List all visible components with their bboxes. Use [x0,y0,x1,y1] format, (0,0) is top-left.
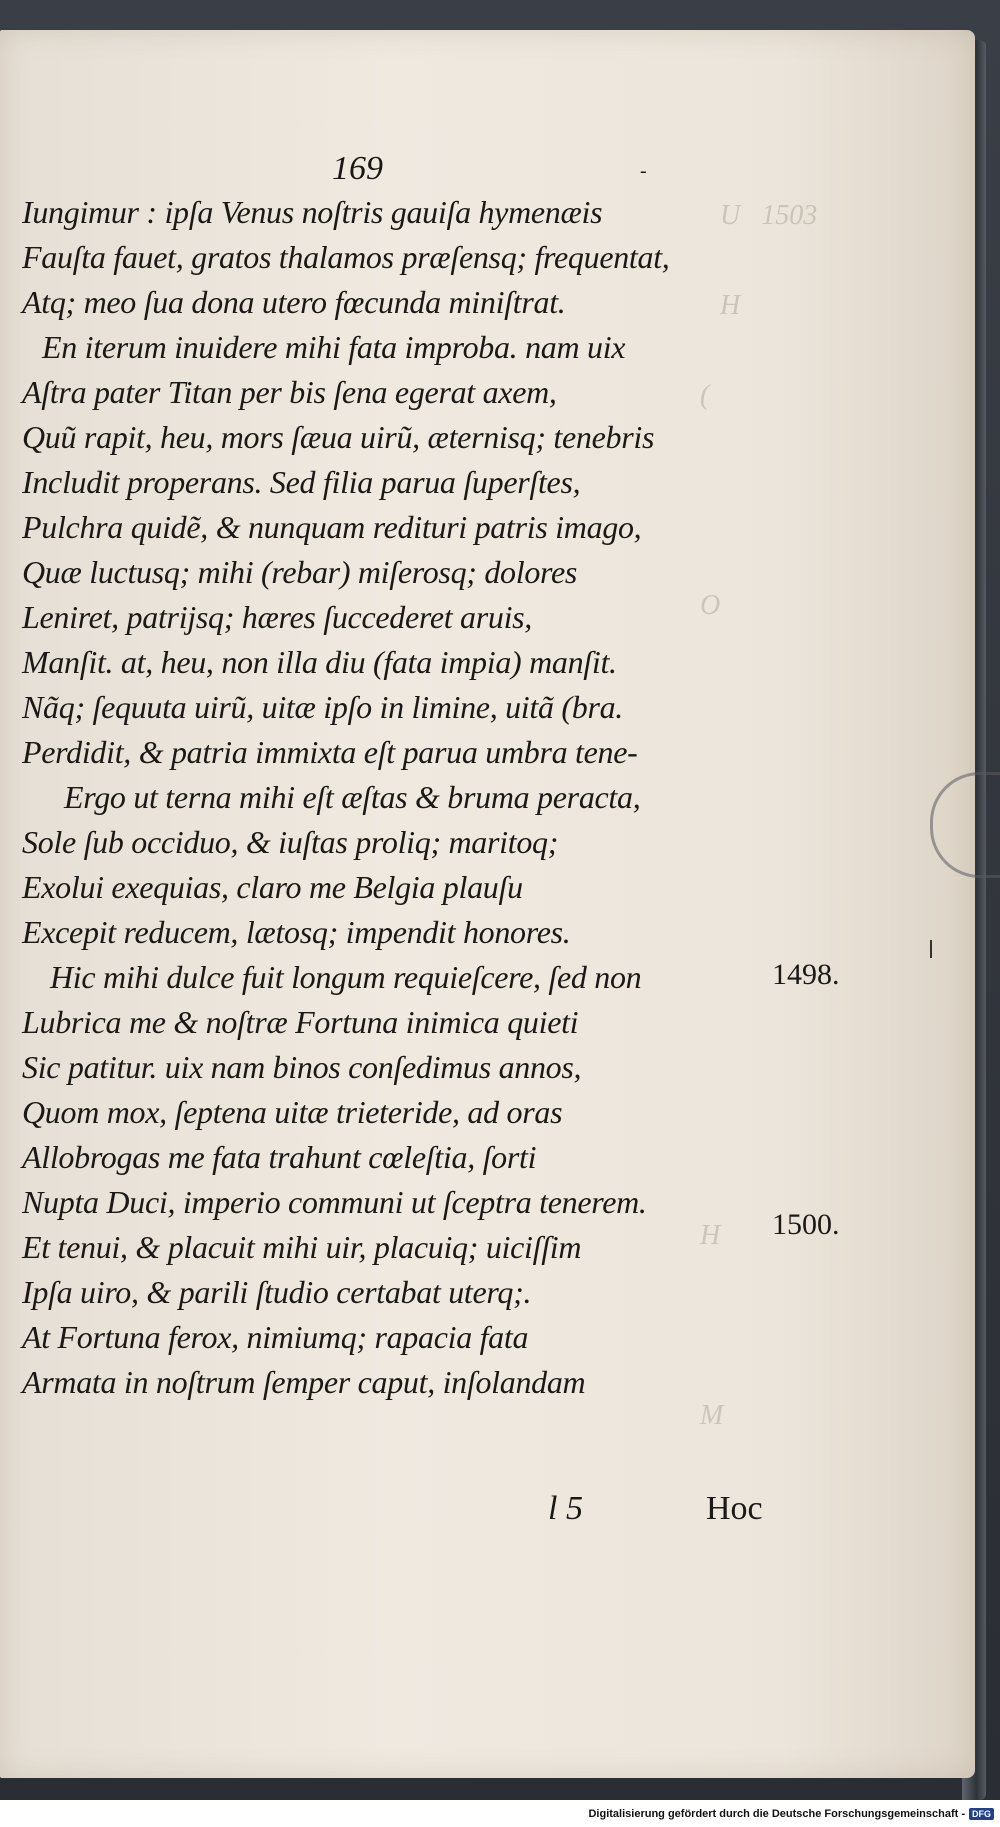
signature-mark: l 5 [548,1490,583,1527]
show-through: ( [700,380,710,411]
poem-text [22,190,762,1405]
verse-line: En iterum inuidere mihi fata improba. nam uix [42,329,626,365]
margin-tick [930,940,932,958]
verse-line: Leniret, patrijsq; hæres ſuccederet aruis, [22,599,533,635]
show-through: H [700,1220,721,1251]
verse-line: Perdidit, & patria immixta eſt parua umbra tene- [22,734,638,770]
show-through: M [700,1400,724,1431]
verse-line: Quũ rapit, heu, mors ſæua uirũ, æternisq; tenebris [22,419,655,455]
verse-line: Et tenui, & placuit mihi uir, placuiq; uiciſſim [22,1229,582,1265]
verse-line: At Fortuna ferox, nimiumq; rapacia fata [22,1319,529,1355]
verse-line: Ergo ut terna mihi eſt æſtas & bruma peracta, [64,779,641,815]
digitization-credit [588,1808,994,1820]
margin-year-note: 1500. [772,1208,840,1241]
verse-line: Atq; meo ſua dona utero fœcunda miniſtrat. [22,284,566,320]
verse-line: Manſit. at, heu, non illa diu (fata impia) manſit. [22,644,617,680]
verse-line: Sole ſub occiduo, & iuſtas proliq; maritoq; [22,824,559,860]
verse-line: Armata in noſtrum ſemper caput, inſolandam [22,1364,586,1400]
verse-line: Includit properans. Sed filia parua ſuperſtes, [22,464,581,500]
show-through: U 1503 [720,200,818,231]
verse-line: Fauſta fauet, gratos thalamos præſensq; frequentat, [22,239,670,275]
show-through: H [720,290,741,321]
verse-line: Ipſa uiro, & parili ſtudio certabat uterq;. [22,1274,532,1310]
verse-line: Exolui exequias, claro me Belgia plauſu [22,869,523,905]
verse-line: Quæ luctusq; mihi (rebar) miſerosq; dolores [22,554,578,590]
credit-text: Digitalisierung gefördert durch die Deutsche Forschungsgemeinschaft - [588,1808,965,1820]
dfg-logo-icon: DFG [969,1808,994,1820]
verse-line: Iungimur : ipſa Venus noſtris gauiſa hymenæis [22,194,603,230]
page-number: 169 [332,150,383,187]
verse-line: Sic patitur. uix nam binos conſedimus annos, [22,1049,582,1085]
verse-line: Lubrica me & noſtræ Fortuna inimica quieti [22,1004,579,1040]
verse-line: Hic mihi dulce fuit longum requieſcere, ſed non [50,959,642,995]
margin-year-note: 1498. [772,958,840,991]
catchword: Hoc [706,1490,763,1527]
verse-line: Pulchra quidẽ, & nunquam redituri patris imago, [22,509,642,545]
verse-line: Aſtra pater Titan per bis ſena egerat axem, [22,374,557,410]
verse-line: Allobrogas me fata trahunt cœleſtia, ſorti [22,1139,537,1175]
verse-line: Nupta Duci, imperio communi ut ſceptra tenerem. [22,1184,647,1220]
header-mark: - [640,160,647,182]
verse-line: Nãq; ſequuta uirũ, uitæ ipſo in limine, uitã (bra. [22,689,624,725]
verse-line: Excepit reducem, lætosq; impendit honores. [22,914,571,950]
show-through: O [700,590,721,621]
verse-line: Quom mox, ſeptena uitæ trieteride, ad oras [22,1094,563,1130]
